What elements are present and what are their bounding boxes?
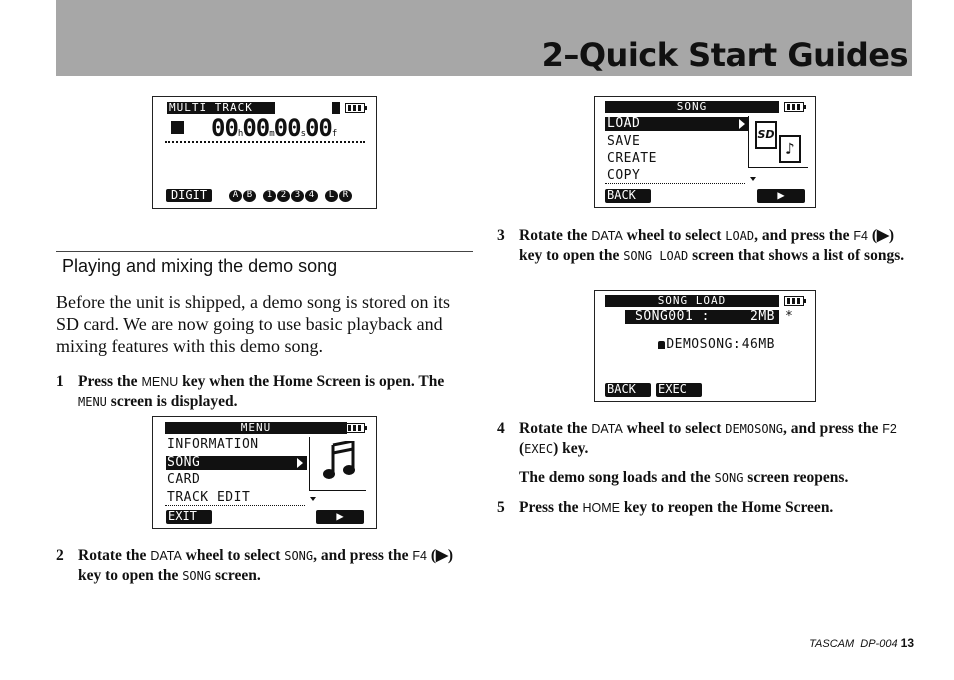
song-item-create[interactable]: CREATE: [607, 151, 657, 166]
menu-item-track-edit[interactable]: TRACK EDIT: [167, 490, 251, 505]
key-name: F4: [853, 229, 868, 243]
step-text: screen.: [211, 567, 261, 584]
lcd-song-load-screen: [594, 290, 816, 402]
key-name: MENU: [141, 375, 179, 389]
key-name: HOME: [582, 501, 620, 515]
scroll-down-icon: [310, 497, 316, 501]
step-text: key when the Home Screen is open. The: [178, 373, 445, 390]
step-text: Rotate the: [519, 227, 592, 244]
step-4: [497, 419, 917, 459]
menu-underline: [165, 505, 305, 506]
page-number: 13: [900, 636, 914, 650]
lcd-title-bar: MULTI TRACK: [167, 102, 275, 114]
track-buttons: [229, 190, 352, 202]
page-header: [56, 0, 912, 76]
back-button[interactable]: BACK: [605, 189, 651, 203]
track-button-r[interactable]: R: [339, 190, 352, 202]
step-number: 1: [56, 373, 64, 390]
screen-name: SONG: [182, 569, 212, 583]
step-text: (: [519, 440, 525, 457]
music-note-icon: [323, 441, 357, 485]
screen-name: MENU: [78, 395, 107, 409]
track-button-1[interactable]: 1: [263, 190, 276, 202]
exec-button[interactable]: EXEC: [656, 383, 702, 397]
song-item-load[interactable]: LOAD: [605, 117, 748, 131]
track-button-l[interactable]: L: [325, 190, 338, 202]
step-text: Press the: [519, 499, 583, 516]
section-rule: [56, 251, 473, 252]
time-counter: [211, 114, 336, 142]
step-number: 5: [497, 499, 505, 516]
step-2: [56, 546, 476, 586]
seconds-value: 00: [273, 114, 301, 142]
record-icon: [332, 102, 340, 114]
battery-icon: [345, 103, 365, 113]
step-text: (▶) key to open the: [78, 547, 454, 584]
minutes-value: 00: [242, 114, 270, 142]
battery-icon: [784, 102, 804, 112]
step-1: [56, 372, 476, 412]
stop-icon: [171, 121, 184, 134]
position-line: [165, 141, 365, 143]
track-button-4[interactable]: 4: [305, 190, 318, 202]
step-text: screen reopens.: [743, 469, 849, 486]
step-text: Press the: [78, 373, 142, 390]
section-title: Playing and mixing the demo song: [62, 256, 338, 276]
key-name: DATA: [150, 549, 182, 563]
step-text: wheel to select: [622, 420, 726, 437]
step-text: , and press the: [783, 420, 883, 437]
step-text: key to reopen the Home Screen.: [619, 499, 834, 516]
step-text: Rotate the: [519, 420, 592, 437]
item-name: SONG: [284, 549, 314, 563]
menu-item-information[interactable]: INFORMATION: [167, 437, 259, 452]
song-size: 46MB: [741, 337, 775, 352]
lcd-home-screen: [152, 96, 377, 209]
item-name: DEMOSONG: [725, 422, 784, 436]
hours-unit: h: [237, 129, 243, 139]
lcd-title-bar: SONG: [605, 101, 779, 113]
exit-button[interactable]: EXIT: [166, 510, 212, 524]
step-text: wheel to select: [181, 547, 285, 564]
key-name: F4: [412, 549, 427, 563]
track-button-b[interactable]: B: [243, 190, 256, 202]
play-button[interactable]: ▶: [757, 189, 805, 203]
screen-name: SONG LOAD: [623, 249, 689, 263]
track-button-3[interactable]: 3: [291, 190, 304, 202]
key-name: DATA: [591, 422, 623, 436]
song-item-save[interactable]: SAVE: [607, 134, 641, 149]
track-button-2[interactable]: 2: [277, 190, 290, 202]
song-name: SONG001 :: [635, 309, 710, 324]
digit-button[interactable]: DIGIT: [166, 189, 212, 202]
lcd-title-bar: MENU: [165, 422, 347, 434]
step-number: 3: [497, 227, 505, 244]
button-name: EXEC: [524, 442, 554, 456]
key-name: F2: [882, 422, 897, 436]
menu-item-card[interactable]: CARD: [167, 472, 201, 487]
battery-icon: [784, 296, 804, 306]
song-list-row[interactable]: [625, 310, 779, 324]
chevron-right-icon: [739, 119, 745, 129]
seconds-unit: s: [300, 129, 305, 139]
song-item-copy[interactable]: COPY: [607, 168, 641, 183]
step-text: wheel to select: [622, 227, 726, 244]
step-text: ) key.: [553, 440, 589, 457]
screen-name: SONG: [714, 471, 744, 485]
lcd-title-bar: SONG LOAD: [605, 295, 779, 307]
step-text: , and press the: [313, 547, 413, 564]
item-name: LOAD: [725, 229, 755, 243]
sd-card-icon: SD: [755, 121, 777, 149]
step-text: screen that shows a list of songs.: [688, 247, 905, 264]
menu-item-song[interactable]: SONG: [166, 456, 307, 470]
step-5: [497, 498, 917, 518]
lcd-menu-screen: [152, 416, 377, 529]
page-footer: [809, 636, 914, 650]
lock-icon: [658, 341, 665, 349]
step-number: 4: [497, 420, 505, 437]
step-text: screen is displayed.: [106, 393, 238, 410]
lcd-song-screen: [594, 96, 816, 208]
song-name: DEMOSONG:: [666, 337, 742, 352]
footer-brand: TASCAM DP-004: [809, 638, 898, 650]
chevron-right-icon: [297, 458, 303, 468]
song-file-icon: ♪: [779, 135, 801, 163]
frames-unit: f: [331, 129, 337, 139]
frames-value: 00: [304, 114, 332, 142]
scroll-down-icon: [750, 177, 756, 181]
step-number: 2: [56, 547, 64, 564]
step-text: (▶) key to open the: [519, 227, 895, 264]
page-title: 2–Quick Start Guides: [541, 36, 908, 74]
battery-icon: [345, 423, 365, 433]
song-list-row[interactable]: [625, 324, 779, 366]
hours-value: 00: [211, 114, 238, 142]
menu-underline: [605, 183, 745, 184]
back-button[interactable]: BACK: [605, 383, 651, 397]
key-name: DATA: [591, 229, 623, 243]
step-text: , and press the: [754, 227, 854, 244]
play-button[interactable]: ▶: [316, 510, 364, 524]
current-song-mark: *: [785, 309, 794, 324]
song-size: 2MB: [750, 309, 775, 324]
step-4-note: [497, 468, 917, 488]
step-text: The demo song loads and the: [519, 469, 715, 486]
step-3: [497, 226, 917, 266]
minutes-unit: m: [269, 129, 274, 139]
intro-paragraph: Before the unit is shipped, a demo song is stored on its SD card. We are now going to use basic playback and mixing features with this demo song.: [56, 292, 450, 356]
track-button-a[interactable]: A: [229, 190, 242, 202]
step-text: Rotate the: [78, 547, 151, 564]
